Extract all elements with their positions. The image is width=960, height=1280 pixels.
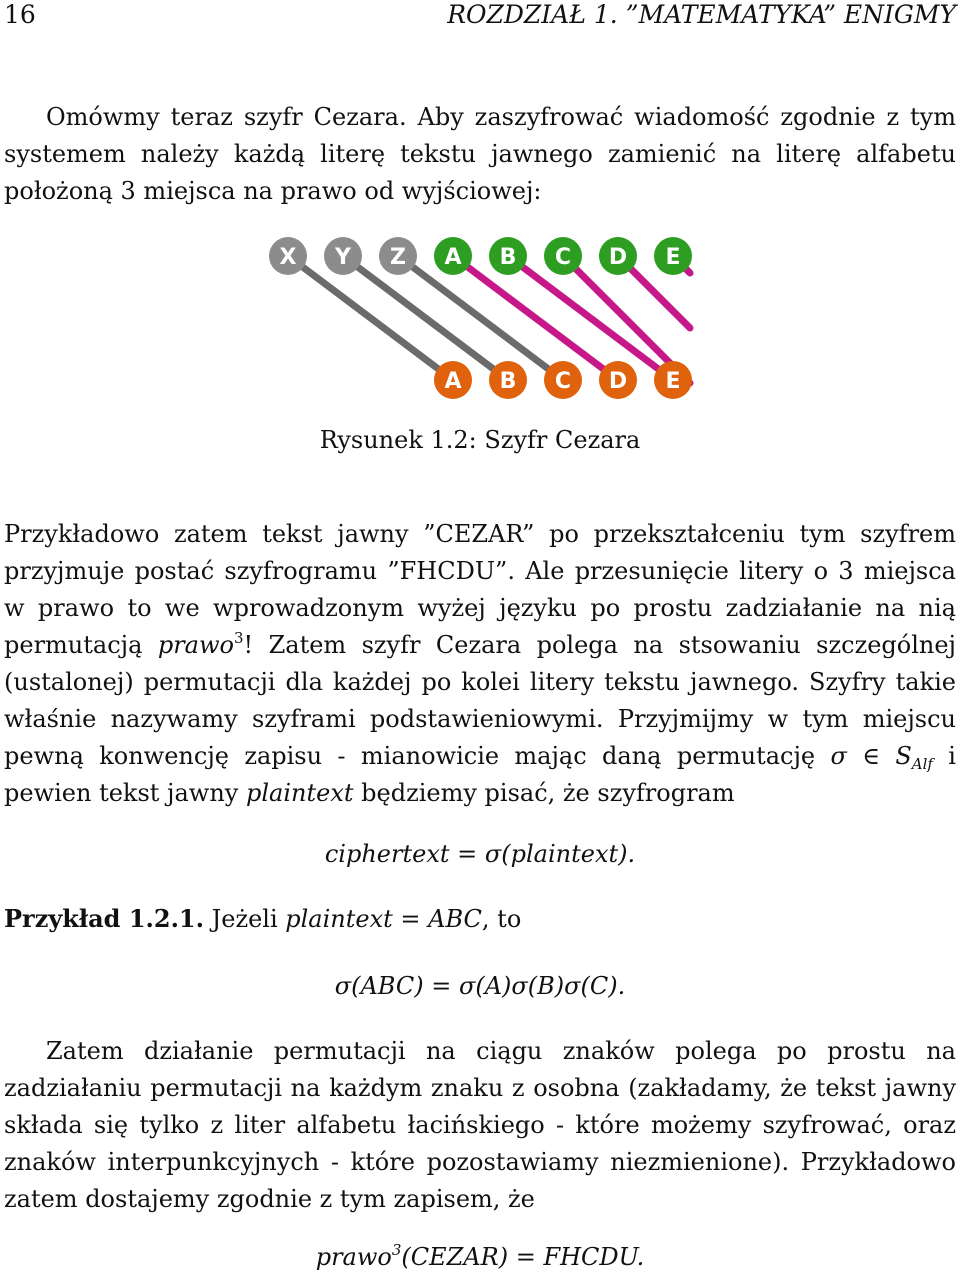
exponent-3: 3 [233,629,244,647]
top-letter-B-letter: B [499,245,517,270]
bottom-letter-C-letter: C [554,369,572,394]
paragraph-example-cezar [4,516,956,812]
eq3-prawo: prawo [315,1243,392,1271]
top-letter-E-letter: E [665,245,681,270]
equation-prawo-cezar [0,1243,960,1271]
para2-text-a: Przykładowo zatem tekst jawny ”CEZAR” po przekształceniu tym szyfrem przyjmuje postać szyfrogramu ”FHCDU”. Ale przesunięcie litery o 3 miejsca w prawo to we wprowadzonym wyżej języku po prostu zadziałanie na nią permutacją [4,520,956,659]
equation-sigma-abc: σ(ABC) = σ(A)σ(B)σ(C). [334,972,626,1000]
bottom-letter-C [544,361,582,399]
top-letter-C [544,237,582,275]
top-letter-D-letter: D [608,245,628,270]
bottom-letter-E [654,361,692,399]
top-letter-Z-letter: Z [390,245,406,270]
eq3-rest: (CEZAR) = FHCDU. [401,1243,645,1271]
top-letter-B [489,237,527,275]
top-letter-E [654,237,692,275]
plaintext-word: plaintext [246,779,354,807]
sigma-in-s: σ ∈ S [830,742,912,770]
subscript-alf: Alf [911,755,933,773]
para2-text-d: będziemy pisać, że szyfrogram [353,779,735,807]
bottom-letter-A [434,361,472,399]
example-label: Przykład 1.2.1. [4,904,204,933]
bottom-letter-E-letter: E [665,369,681,394]
para2-text-b: ! Zatem szyfr Cezara polega na stsowaniu szczególnej (ustalonej) permutacji dla każdej po kolei litery tekstu jawnego. Szyfry takie właśnie nazywamy szyframi podstawieniowymi. Przyjmijmy w tym miejscu pewną konwencję zapisu - mianowicie mając daną permutację [4,631,957,770]
top-letter-X-letter: X [279,245,297,270]
top-letter-X [269,237,307,275]
top-letter-Y [324,237,362,275]
top-letter-C-letter: C [554,245,572,270]
top-letter-Y-letter: Y [335,245,351,270]
top-letter-A-letter: A [444,245,462,270]
bottom-letter-B [489,361,527,399]
example-1-2-1 [4,904,521,933]
page-number: 16 [4,0,36,29]
eq3-exponent: 3 [391,1241,402,1259]
equation-ciphertext: ciphertext = σ(plaintext). [324,840,636,868]
example-text-b: , to [481,905,522,933]
top-letter-Z [379,237,417,275]
paragraph-conclusion: Zatem działanie permutacji na ciągu znaków polega po prostu na zadziałaniu permutacji na każdym znaku z osobna (zakładamy, że tekst jawny składa się tylko z liter alfabetu łacińskiego - które możemy szyfrować, oraz znaków interpunkcyjnych - które pozostawiamy niezmienione). Przykładowo zatem dostajemy zgodnie z tym zapisem, że [4,1037,956,1213]
mapping-lines [288,256,690,383]
prawo-word: prawo [157,631,234,659]
bottom-letter-A-letter: A [444,369,462,394]
para2-text-c: i pewien tekst jawny [4,742,956,807]
bottom-letter-D [599,361,637,399]
running-head: ROZDZIAŁ 1. ”MATEMATYKA” ENIGMY [447,0,956,29]
bottom-letter-D-letter: D [608,369,628,394]
example-plaintext: plaintext = ABC [285,905,482,933]
top-letter-A [434,237,472,275]
bottom-letter-B-letter: B [499,369,517,394]
paragraph-intro: Omówmy teraz szyfr Cezara. Aby zaszyfrować wiadomość zgodnie z tym systemem należy każdą literę tekstu jawnego zamienić na literę alfabetu położoną 3 miejsca na prawo od wyjściowej: [4,103,956,205]
top-letter-D [599,237,637,275]
caesar-cipher-figure [260,228,700,408]
figure-caption: Rysunek 1.2: Szyfr Cezara [319,426,641,454]
example-text-a: Jeżeli [203,905,286,933]
